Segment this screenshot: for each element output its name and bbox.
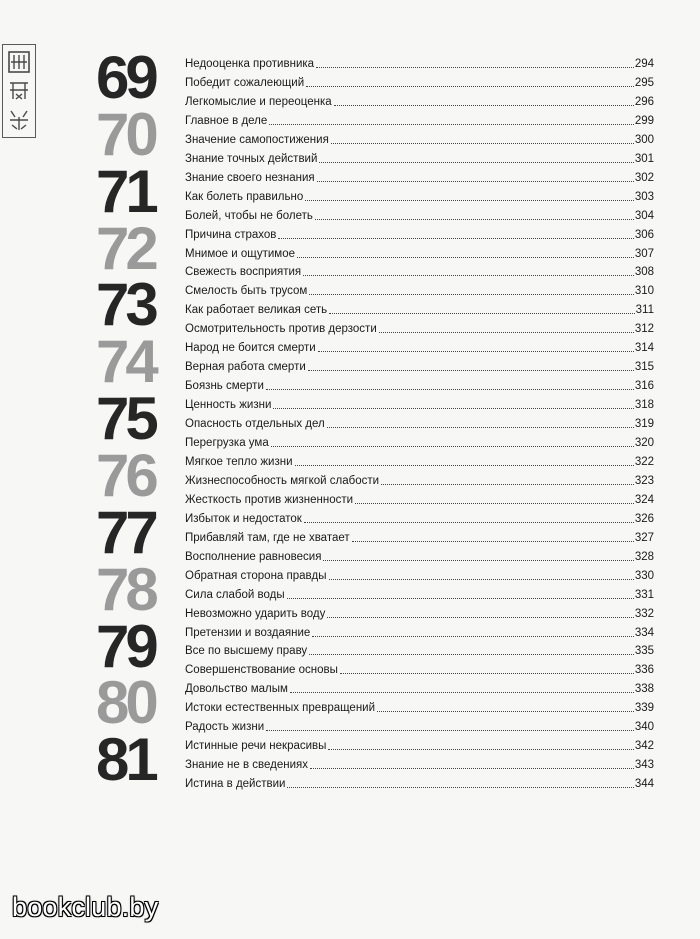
dot-leader — [309, 294, 634, 295]
toc-entry — [185, 412, 654, 431]
toc-entry-page: 327 — [634, 531, 654, 544]
toc-entry-page: 307 — [634, 247, 654, 260]
toc-entry — [185, 677, 654, 696]
toc-entry — [185, 772, 654, 791]
toc-entry-page: 338 — [634, 683, 654, 696]
toc-entry — [185, 393, 654, 412]
chapter-number: 74 — [96, 328, 155, 396]
dot-leader — [327, 427, 634, 428]
toc-entry-title: Истоки естественных превращений — [185, 702, 376, 715]
toc-entry-title: Опасность отдельных дел — [185, 418, 325, 431]
dot-leader — [273, 408, 633, 409]
toc-entry-page: 331 — [634, 588, 654, 601]
dot-leader — [303, 275, 634, 276]
dot-leader — [318, 351, 634, 352]
toc-entry-page: 335 — [634, 645, 654, 658]
dot-leader — [331, 143, 634, 144]
toc-entry-title: Легкомыслие и переоценка — [185, 95, 332, 108]
dot-leader — [381, 484, 634, 485]
dot-leader — [266, 730, 634, 731]
toc-entry-title: Довольство малым — [185, 683, 288, 696]
toc-entry — [185, 223, 654, 242]
chapter-number: 69 — [96, 44, 155, 111]
toc-entry — [185, 52, 654, 71]
dot-leader — [317, 181, 634, 182]
toc-entry-page: 310 — [634, 285, 654, 298]
toc-entry-page: 306 — [634, 228, 654, 241]
toc-entry-page: 312 — [634, 323, 654, 336]
toc-entry-page: 332 — [634, 607, 654, 620]
chapter-number: 81 — [96, 726, 155, 794]
toc-entry-title: Прибавляй там, где не хватает — [185, 531, 350, 544]
toc-entry-title: Ценность жизни — [185, 399, 272, 412]
seal-glyph-icon — [6, 49, 32, 75]
toc-entry-title: Смелость быть трусом — [185, 285, 308, 298]
dot-leader — [308, 370, 634, 371]
toc-entry-title: Мягкое тепло жизни — [185, 455, 293, 468]
dot-leader — [309, 654, 634, 655]
toc-entry-page: 299 — [634, 114, 654, 127]
toc-entry-page: 324 — [634, 493, 654, 506]
toc-entry — [185, 583, 654, 602]
toc-entry — [185, 298, 654, 317]
chapter-number: 80 — [96, 669, 155, 737]
toc-entry-page: 344 — [634, 778, 654, 791]
dot-leader — [271, 446, 634, 447]
dot-leader — [315, 219, 634, 220]
toc-entry-title: Знание не в сведениях — [185, 759, 309, 772]
toc-entry — [185, 128, 654, 147]
toc-entry-title: Свежесть восприятия — [185, 266, 302, 279]
toc-entry-title: Жизнеспособность мягкой слабости — [185, 474, 380, 487]
toc-entry-title: Боязнь смерти — [185, 380, 264, 393]
dot-leader — [266, 389, 634, 390]
toc-entry-page: 326 — [634, 512, 654, 525]
toc-entry — [185, 450, 654, 469]
toc-entry-title: Избыток и недостаток — [185, 512, 302, 525]
toc-entry-page: 328 — [634, 550, 654, 563]
toc-entry — [185, 715, 654, 734]
toc-entry — [185, 753, 654, 772]
dot-leader — [323, 560, 633, 561]
toc-entry-title: Знание точных действий — [185, 152, 318, 165]
chapter-number: 79 — [96, 612, 155, 680]
toc-entry — [185, 147, 654, 166]
toc-entry-page: 336 — [634, 664, 654, 677]
toc-entry — [185, 166, 654, 185]
dot-leader — [278, 238, 633, 239]
dot-leader — [316, 67, 634, 68]
toc-entry-title: Претензии и воздаяние — [185, 626, 311, 639]
chapter-number: 72 — [96, 214, 155, 282]
dot-leader — [290, 692, 634, 693]
toc-entry-title: Значение самопостижения — [185, 133, 329, 146]
dot-leader — [327, 617, 633, 618]
toc-entry-title: Жесткость против жизненности — [185, 493, 354, 506]
dot-leader — [295, 465, 634, 466]
toc-entry — [185, 469, 654, 488]
toc-entry-page: 311 — [635, 304, 654, 317]
toc-entry — [185, 90, 654, 109]
dot-leader — [304, 522, 634, 523]
toc-entry-title: Невозможно ударить воду — [185, 607, 326, 620]
toc-entry — [185, 431, 654, 450]
dot-leader — [377, 711, 634, 712]
toc-entry-title: Главное в деле — [185, 114, 268, 127]
toc-entry-page: 339 — [634, 702, 654, 715]
seal-glyph-icon — [6, 78, 32, 104]
dot-leader — [334, 105, 634, 106]
dot-leader — [310, 768, 634, 769]
chapter-number: 75 — [96, 385, 155, 453]
toc-entry — [185, 658, 654, 677]
toc-entry-page: 316 — [634, 380, 654, 393]
dot-leader — [297, 257, 634, 258]
dot-leader — [319, 162, 633, 163]
dot-leader — [305, 200, 634, 201]
toc-entry — [185, 734, 654, 753]
toc-entry-page: 314 — [634, 342, 654, 355]
toc-entry-title: Осмотрительность против дерзости — [185, 323, 377, 336]
dot-leader — [287, 598, 634, 599]
dot-leader — [379, 332, 634, 333]
chapter-number: 78 — [96, 555, 155, 623]
dot-leader — [306, 86, 634, 87]
chapter-number: 73 — [96, 271, 155, 339]
chapter-number: 77 — [96, 498, 155, 566]
toc-entry-page: 304 — [634, 209, 654, 222]
toc-entry — [185, 71, 654, 90]
dot-leader — [355, 503, 634, 504]
toc-entry-page: 318 — [634, 399, 654, 412]
toc-entry-title: Знание своего незнания — [185, 171, 315, 184]
toc-entry — [185, 260, 654, 279]
toc-entry-title: Радость жизни — [185, 721, 265, 734]
toc-entry — [185, 242, 654, 261]
toc-entry-page: 303 — [634, 190, 654, 203]
toc-entry-title: Истина в действии — [185, 778, 286, 791]
toc-entry-title: Перегрузка ума — [185, 437, 269, 449]
toc-entry-page: 301 — [634, 152, 654, 165]
toc-entry — [185, 279, 654, 298]
watermark: bookclub.by — [12, 892, 159, 922]
toc-entry-title: Все по высшему праву — [185, 645, 308, 658]
toc-entry-page: 322 — [634, 455, 654, 468]
toc-entry-page: 315 — [634, 361, 654, 374]
toc-entry — [185, 602, 654, 621]
toc-entry — [185, 564, 654, 583]
toc-entry-title: Обратная сторона правды — [185, 569, 327, 582]
toc-entry-title: Недооценка противника — [185, 58, 315, 70]
toc-entry-page: 300 — [634, 133, 654, 146]
chapter-number: 70 — [96, 100, 155, 168]
toc-entry — [185, 185, 654, 204]
toc-entry-page: 334 — [634, 626, 654, 639]
toc-entry — [185, 488, 654, 507]
dot-leader — [329, 579, 634, 580]
toc-entry — [185, 336, 654, 355]
toc-entry-title: Сила слабой воды — [185, 588, 285, 601]
dot-leader — [352, 541, 634, 542]
toc-entry-page: 308 — [634, 266, 654, 279]
toc-entry-page: 320 — [634, 437, 654, 449]
dot-leader — [287, 787, 633, 788]
toc-entry-page: 296 — [634, 95, 654, 108]
toc-entry-title: Как работает великая сеть — [185, 304, 328, 317]
toc-entry-title: Верная работа смерти — [185, 361, 306, 374]
toc-entry-title: Совершенствование основы — [185, 664, 338, 677]
toc-entry-title: Как болеть правильно — [185, 190, 304, 203]
toc-entry-title: Победит сожалеющий — [185, 76, 305, 89]
seal-glyph-icon — [6, 107, 32, 133]
toc-entry — [185, 696, 654, 715]
toc-entry — [185, 507, 654, 526]
toc-entry — [185, 621, 654, 640]
dot-leader — [269, 124, 634, 125]
chapter-number: 71 — [96, 157, 155, 225]
toc-entry-page: 330 — [634, 569, 654, 582]
toc-entry-title: Причина страхов — [185, 228, 277, 241]
toc-entry — [185, 204, 654, 223]
toc-entry — [185, 526, 654, 545]
dot-leader — [329, 313, 635, 314]
toc-entry-page: 302 — [634, 171, 654, 184]
toc-entry — [185, 639, 654, 658]
toc-entry-title: Народ не боится смерти — [185, 342, 316, 355]
toc-entry-title: Истинные речи некрасивы — [185, 740, 327, 753]
dot-leader — [340, 673, 634, 674]
toc-entry-title: Восполнение равновесия — [185, 550, 322, 563]
chapter-number: 76 — [96, 441, 155, 509]
toc-entry-page: 323 — [634, 474, 654, 487]
toc-entry — [185, 317, 654, 336]
toc-entry-title: Болей, чтобы не болеть — [185, 209, 313, 222]
toc-entry-page: 342 — [634, 740, 654, 753]
toc-entry — [185, 109, 654, 128]
toc-entry-page: 343 — [634, 759, 654, 772]
dot-leader — [312, 636, 634, 637]
toc-entry-title: Мнимое и ощутимое — [185, 247, 295, 260]
toc-entry — [185, 545, 654, 564]
dot-leader — [328, 749, 633, 750]
toc-entry-page: 294 — [634, 58, 654, 70]
toc-entry — [185, 374, 654, 393]
toc-entry-page: 295 — [634, 76, 654, 89]
toc-entry-page: 340 — [634, 721, 654, 734]
toc-entry-page: 319 — [634, 418, 654, 431]
toc-entry — [185, 355, 654, 374]
seal-stamp-icon — [2, 44, 36, 138]
